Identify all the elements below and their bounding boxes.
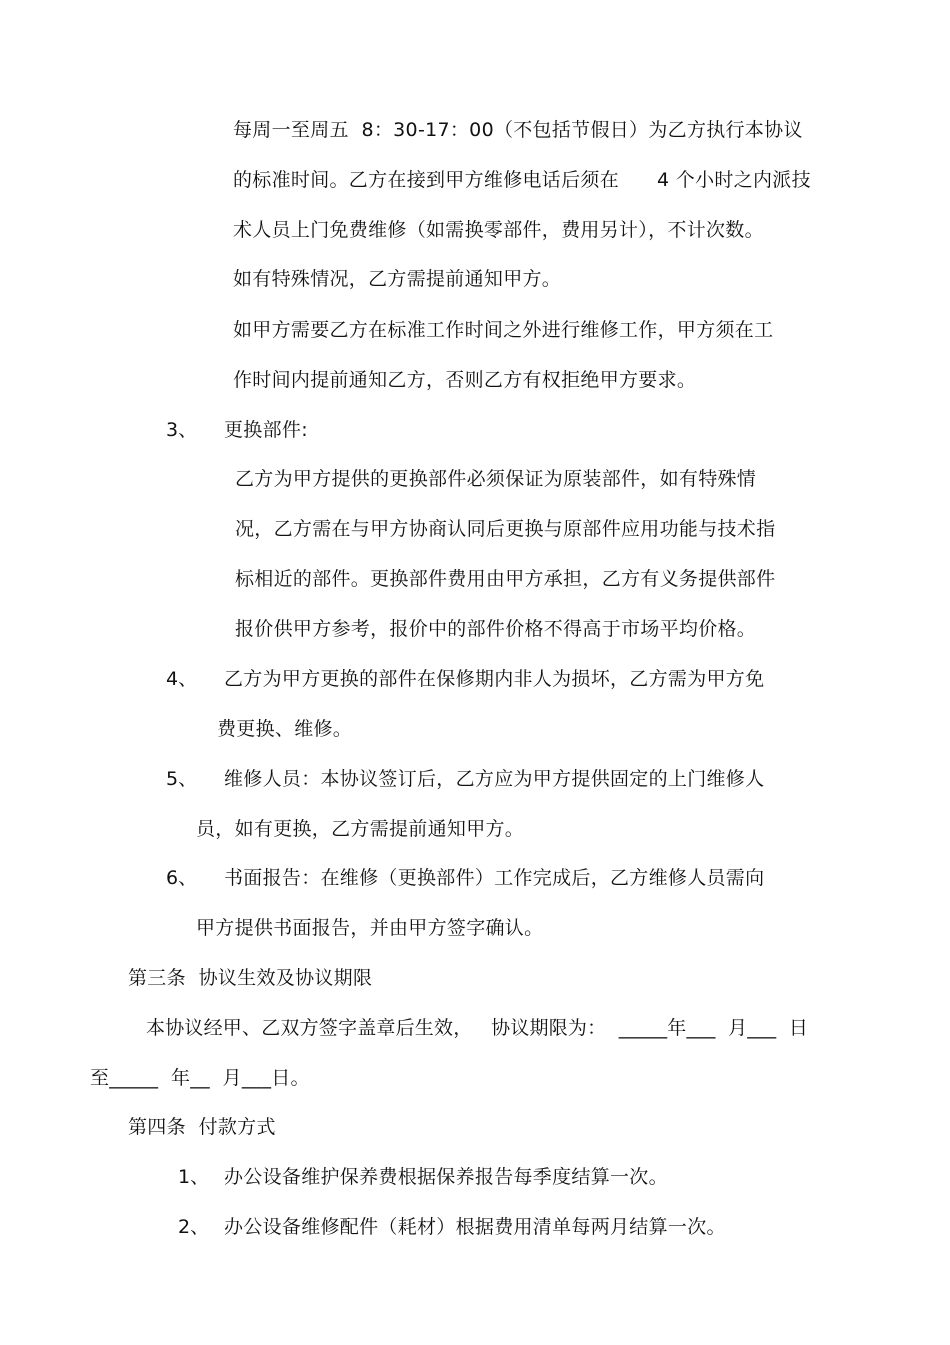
item-number: 6、 bbox=[166, 867, 198, 889]
item-line: 乙方为甲方提供的更换部件必须保证为原装部件，如有特殊情 bbox=[235, 468, 757, 490]
article-line: 本协议经甲、乙双方签字盖章后生效， 协议期限为： _____年___ 月___ 日 bbox=[146, 1017, 809, 1039]
article-title: 第三条 协议生效及协议期限 bbox=[128, 967, 373, 989]
item-line: 况，乙方需在与甲方协商认同后更换与原部件应用功能与技术指 bbox=[235, 518, 776, 540]
clause-line: 作时间内提前通知乙方，否则乙方有权拒绝甲方要求。 bbox=[233, 369, 697, 391]
item-number: 3、 bbox=[166, 419, 198, 441]
item-number: 4、 bbox=[166, 668, 198, 690]
item-heading: 更换部件: bbox=[224, 419, 308, 441]
item-line: 书面报告：在维修（更换部件）工作完成后，乙方维修人员需向 bbox=[224, 867, 765, 889]
clause-line: 的标准时间。乙方在接到甲方维修电话后须在 4 个小时之内派技 bbox=[233, 169, 811, 191]
item-number: 2、 bbox=[178, 1216, 210, 1238]
item-line: 费更换、维修。 bbox=[217, 718, 353, 740]
item-line: 办公设备维修配件（耗材）根据费用清单每两月结算一次。 bbox=[224, 1216, 726, 1238]
clause-line: 每周一至周五 8：30-17：00（不包括节假日）为乙方执行本协议 bbox=[233, 119, 803, 141]
item-line: 员，如有更换，乙方需提前通知甲方。 bbox=[196, 818, 525, 840]
item-line: 维修人员：本协议签订后，乙方应为甲方提供固定的上门维修人 bbox=[224, 768, 765, 790]
article-line: 至_____ 年__ 月___日。 bbox=[90, 1067, 310, 1089]
clause-line: 术人员上门免费维修（如需换零部件，费用另计），不计次数。 bbox=[233, 219, 764, 241]
item-line: 标相近的部件。更换部件费用由甲方承担，乙方有义务提供部件 bbox=[235, 568, 776, 590]
clause-line: 如甲方需要乙方在标准工作时间之外进行维修工作，甲方须在工 bbox=[233, 319, 774, 341]
clause-line: 如有特殊情况，乙方需提前通知甲方。 bbox=[233, 268, 562, 290]
item-line: 乙方为甲方更换的部件在保修期内非人为损坏，乙方需为甲方免 bbox=[224, 668, 765, 690]
item-number: 5、 bbox=[166, 768, 198, 790]
article-title: 第四条 付款方式 bbox=[128, 1116, 276, 1138]
item-line: 报价供甲方参考，报价中的部件价格不得高于市场平均价格。 bbox=[235, 618, 757, 640]
item-line: 办公设备维护保养费根据保养报告每季度结算一次。 bbox=[224, 1166, 668, 1188]
item-number: 1、 bbox=[178, 1166, 210, 1188]
item-line: 甲方提供书面报告，并由甲方签字确认。 bbox=[196, 917, 544, 939]
